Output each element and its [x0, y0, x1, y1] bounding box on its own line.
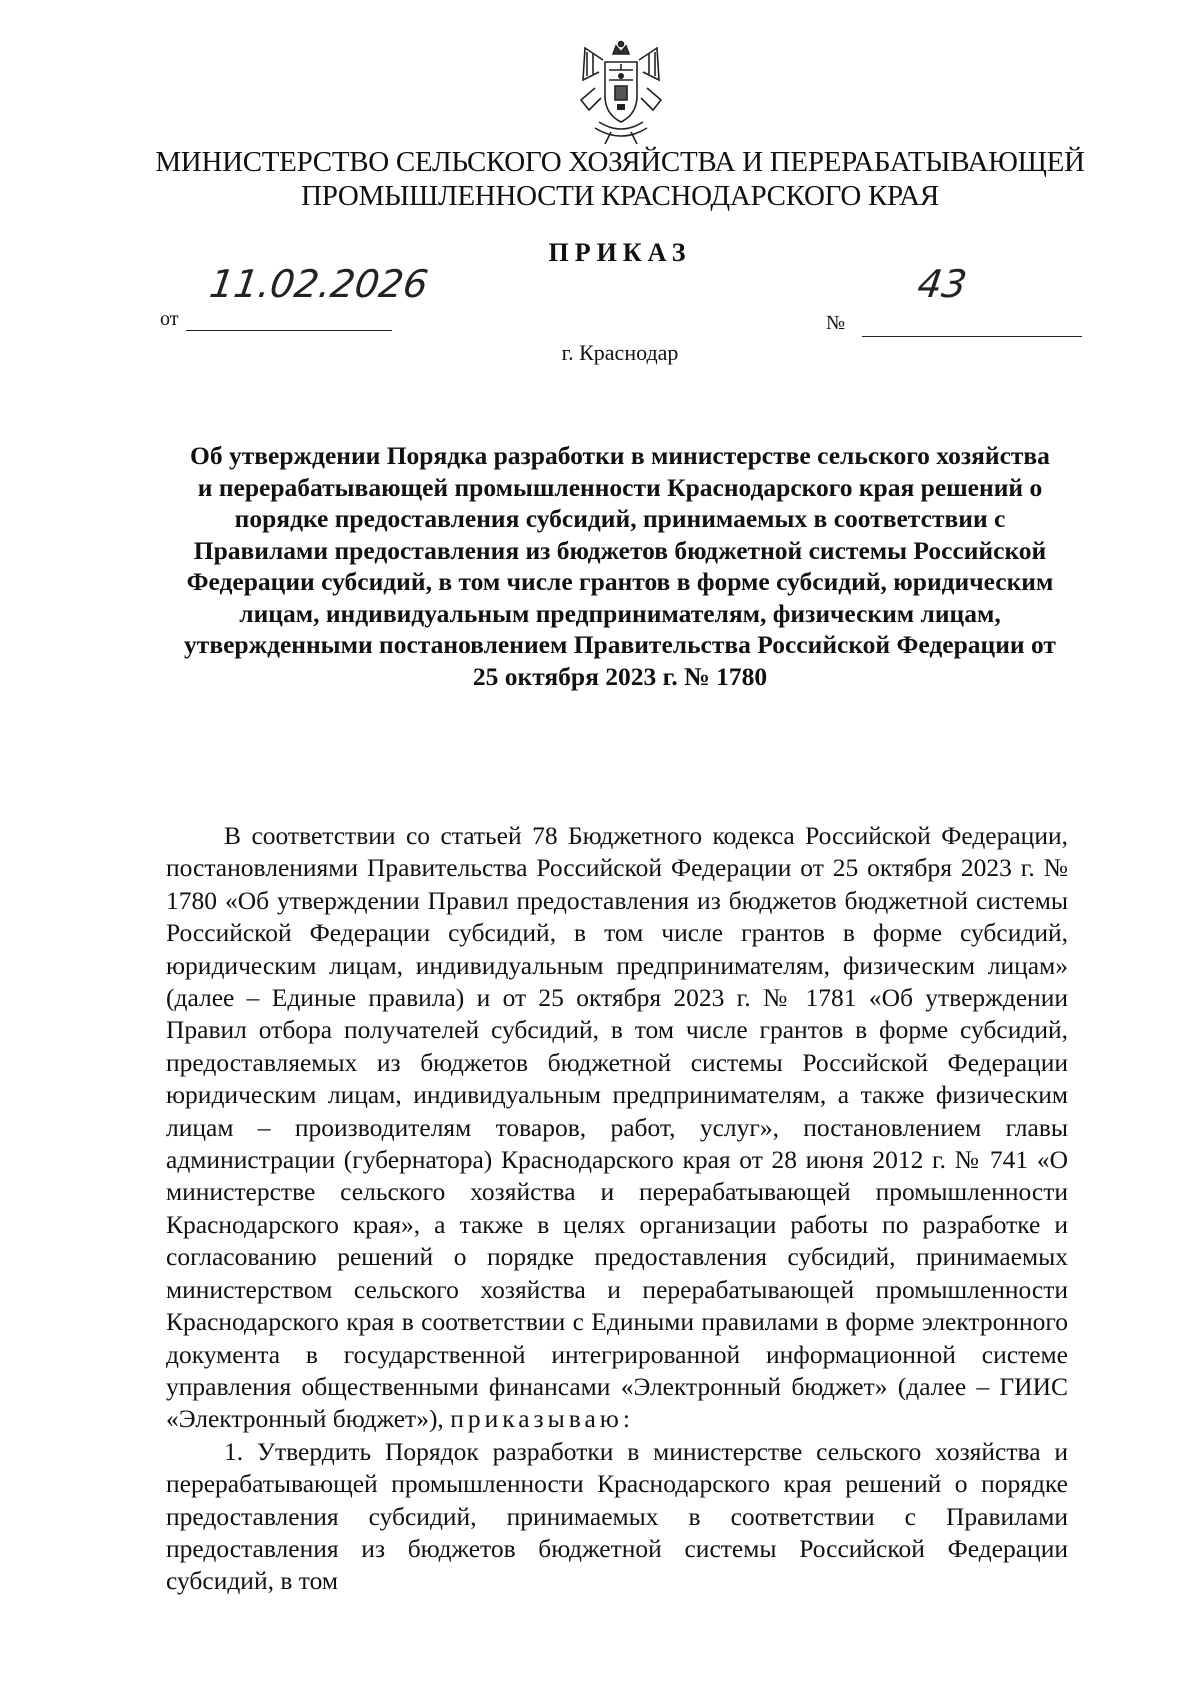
number-underline [862, 336, 1082, 337]
order-word: приказываю: [450, 1404, 634, 1434]
ministry-name: МИНИСТЕРСТВО СЕЛЬСКОГО ХОЗЯЙСТВА И ПЕРЕРАБАТЫВАЮЩЕЙ ПРОМЫШЛЕННОСТИ КРАСНОДАРСКОГО КРАЯ [155, 146, 1085, 212]
handwritten-number: 43 [914, 262, 970, 306]
date-prefix: от [160, 308, 179, 330]
body-paragraph [166, 820, 1068, 1436]
city-name: г. Краснодар [561, 340, 679, 365]
paragraph-text: В соответствии со статьей 78 Бюджетного кодекса Российской Федерации, постановлениями Правительства Российской Федерации от 25 октября 2023 г. № 1780 «Об утверждении Правил предоставления из бюджетов бюджетной системы Российской Федерации субсидий, в том числе грантов в форме субсидий, юридическим лицам, индивидуальным предпринимателям, физическим лицам» (далее – Единые правила) и от 25 октября 2023 г. № 1781 «Об утверждении Правил отбора получателей субсидий, в том числе грантов в форме субсидий, предоставляемых из бюджетов бюджетной системы Российской Федерации юридическим лицам, индивидуальным предпринимателям, а также физическим лицам – производителям товаров, работ, услуг», постановлением главы администрации (губернатора) Краснодарского края от 28 июня 2012 г. № 741 «О министерстве сельского хозяйства и перерабатывающей промышленности Краснодарского края», а также в целях организации работы по разработке и согласованию решений о порядке предоставления субсидий, принимаемых министерством сельского хозяйства и перерабатывающей промышленности Краснодарского края в соответствии с Едиными правилами в форме электронного документа в государственной интегрированной информационной системе управления общественными финансами «Электронный бюджет» (далее – ГИИС «Электронный бюджет»), [166, 821, 1068, 1434]
order-subject: Об утверждении Порядка разработки в министерстве сельского хозяйства и перерабатывающей промышленности Краснодарского края решений о порядке предоставления субсидий, принимаемых в соответствии с Правилами предоставления из бюджетов бюджетной системы Российской Федерации субсидий, в том числе грантов в форме субсидий, юридическим лицам, индивидуальным предпринимателям, физическим лицам, утвержденными постановлением Правительства Российской Федерации от 25 октября 2023 г. № 1780 [184, 441, 1056, 691]
handwritten-date: 11.02.2026 [206, 262, 431, 306]
number-prefix: № [826, 312, 846, 334]
order-body [166, 820, 1068, 1598]
date-underline [186, 330, 392, 331]
document-type-heading: ПРИКАЗ [548, 238, 692, 267]
krasnodar-coat-of-arms-icon [575, 40, 667, 150]
body-paragraph: 1. Утвердить Порядок разработки в министерстве сельского хозяйства и перерабатывающей промышленности Краснодарского края решений о порядке предоставления субсидий, принимаемых в соответствии с Правилами предоставления из бюджетов бюджетной системы Российской Федерации субсидий, в том [166, 1436, 1068, 1596]
